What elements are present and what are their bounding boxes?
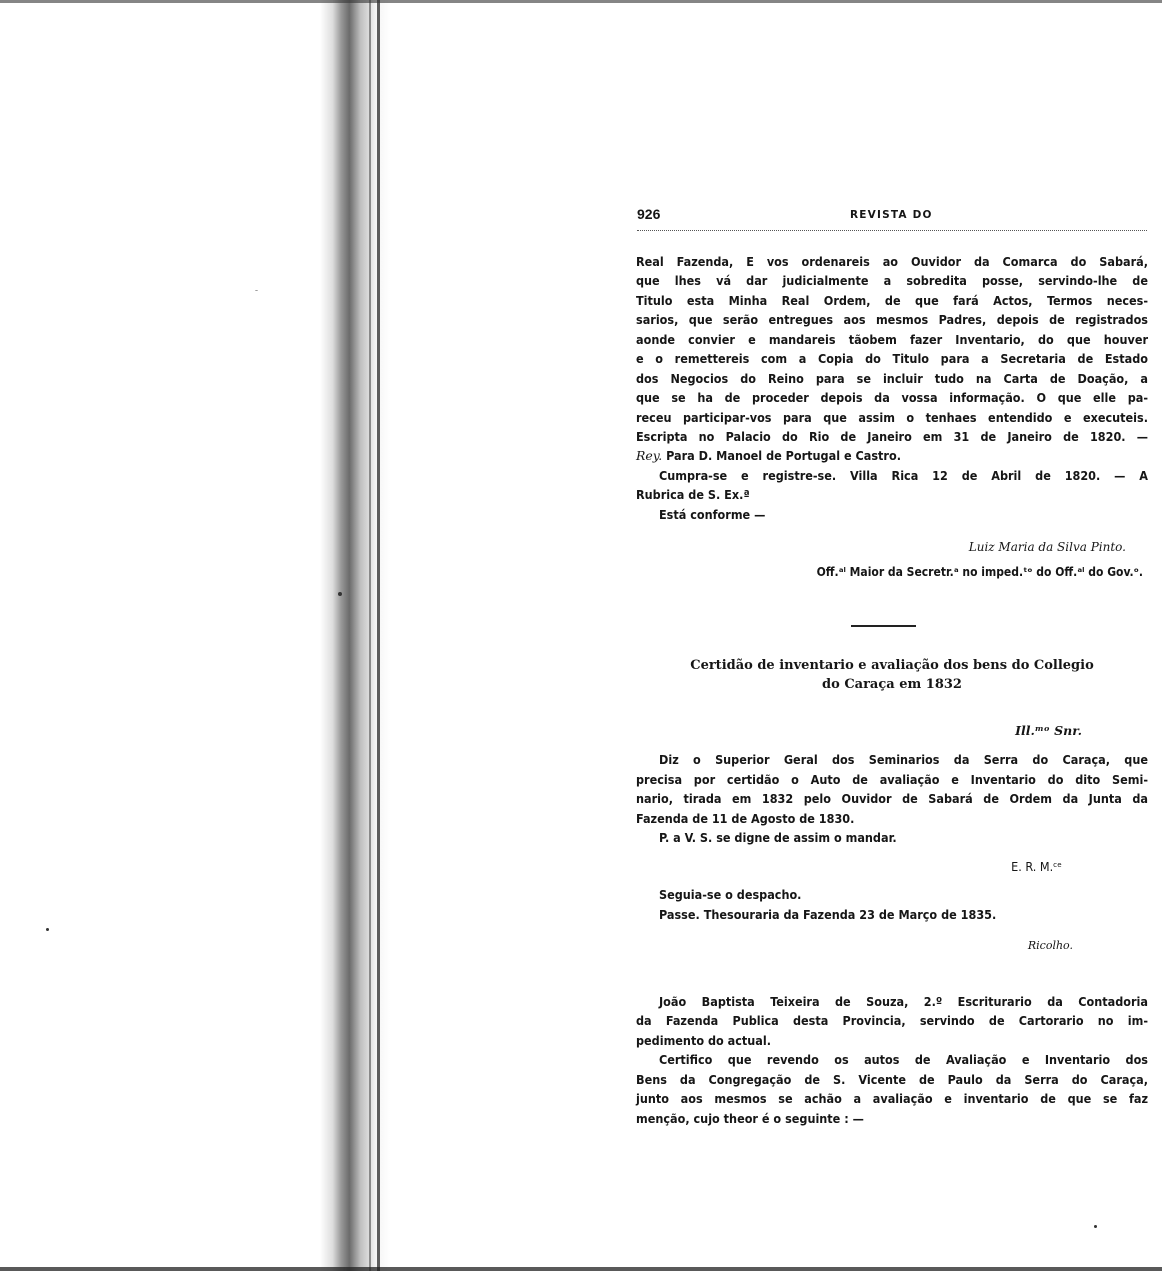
scan-speck	[46, 928, 49, 931]
top-page-edge	[0, 0, 1162, 3]
section-divider	[851, 625, 916, 627]
header-rule	[637, 230, 1147, 231]
text-line: receu participar-vos para que assim o tenhaes entendido e executeis.	[636, 409, 1148, 425]
text-line: da Fazenda Publica desta Provincia, servindo de Cartorario no im-	[636, 1013, 1148, 1029]
text-line: Cumpra-se e registre-se. Villa Rica 12 de Abril de 1820. — A	[659, 467, 1148, 483]
text-line	[636, 446, 1148, 465]
text-line: Escripta no Palacio do Rio de Janeiro em 31 de Janeiro de 1820. —	[636, 428, 1148, 444]
text-line: Fazenda de 11 de Agosto de 1830.	[636, 810, 855, 826]
section-title-line: do Caraça em 1832	[822, 677, 962, 692]
text-line: dos Negocios do Reino para se incluir tudo na Carta de Doação, a	[636, 370, 1148, 386]
spacer	[636, 924, 1148, 936]
text-line: precisa por certidão o Auto de avaliação e Inventario do dito Semi-	[636, 771, 1148, 787]
text-line: que se ha de proceder depois da vossa informação. O que elle pa-	[636, 390, 1148, 406]
section-title	[636, 656, 1148, 694]
binding-edge-line-dark	[377, 0, 380, 1271]
petition-block	[636, 721, 1148, 955]
spacer	[636, 740, 1148, 750]
spacer	[636, 848, 1148, 857]
text-line: que lhes vá dar judicialmente a sobredita posse, servindo-lhe de	[636, 273, 1148, 289]
text-line: Diz o Superior Geral dos Seminarios da Serra do Caraça, que	[659, 752, 1148, 768]
page-number: 926	[637, 206, 661, 222]
erm-closing: E. R. M.ᶜᵉ	[1011, 858, 1062, 874]
scan-speck	[338, 592, 342, 596]
signature-name: Luiz Maria da Silva Pinto.	[968, 540, 1126, 555]
scan-speck	[1094, 1225, 1097, 1228]
text-line: Seguia-se o despacho.	[659, 887, 802, 903]
signature-title: Off.ᵃˡ Maior da Secretr.ᵃ no imped.ᵗᵒ do Off.ᵃˡ do Gov.ᵒ.	[816, 564, 1143, 579]
spacer	[636, 524, 1148, 538]
text-line: nario, tirada em 1832 pelo Ouvidor de Sabará de Ordem da Junta da	[636, 791, 1148, 807]
text-line: aonde convier e mandareis tãobem fazer Inventario, do que houver	[636, 331, 1148, 347]
journal-title: REVISTA DO	[850, 209, 933, 221]
text-fragment: Para D. Manoel de Portugal e Castro.	[662, 448, 901, 464]
spacer	[636, 876, 1148, 885]
text-line: e o remettereis com a Copia do Titulo para a Secretaria de Estado	[636, 351, 1148, 367]
text-line: pedimento do actual.	[636, 1032, 771, 1048]
text-line: Bens da Congregação de S. Vicente de Paulo da Serra do Caraça,	[636, 1071, 1148, 1087]
running-header	[637, 206, 1147, 228]
text-line: sarios, que serão entregues aos mesmos Padres, depois de registrados	[636, 312, 1148, 328]
text-line: João Baptista Teixeira de Souza, 2.º Escriturario da Contadoria	[659, 994, 1148, 1009]
salutation: Ill.ᵐᵒ Snr.	[1015, 723, 1082, 738]
text-line: Rubrica de S. Ex.ª	[636, 487, 750, 503]
text-line: Real Fazenda, E vos ordenareis ao Ouvidor da Comarca do Sabará,	[636, 254, 1148, 269]
text-line: menção, cujo theor é o seguinte : —	[636, 1110, 864, 1126]
binding-edge-line	[369, 0, 371, 1271]
text-line: Está conforme —	[659, 506, 766, 522]
text-line: Passe. Thesouraria da Fazenda 23 de Março de 1835.	[659, 906, 997, 922]
section-title-line: Certidão de inventario e avaliação dos bens do Collegio	[690, 658, 1094, 673]
despacho-signature: Ricolho.	[1027, 938, 1073, 952]
scan-speck	[255, 290, 258, 291]
page-body	[636, 252, 1148, 582]
certificate-block	[636, 992, 1148, 1128]
rey-abbreviation: Rey.	[636, 448, 663, 464]
text-line: P. a V. S. se digne de assim o mandar.	[659, 830, 897, 846]
text-line: Titulo esta Minha Real Ordem, de que fará Actos, Termos neces-	[636, 292, 1148, 308]
bottom-page-edge	[0, 1267, 1162, 1271]
text-line: Certifico que revendo os autos de Avaliação e Inventario dos	[659, 1052, 1148, 1068]
text-line: junto aos mesmos se achão a avaliação e inventario de que se faz	[636, 1091, 1148, 1107]
